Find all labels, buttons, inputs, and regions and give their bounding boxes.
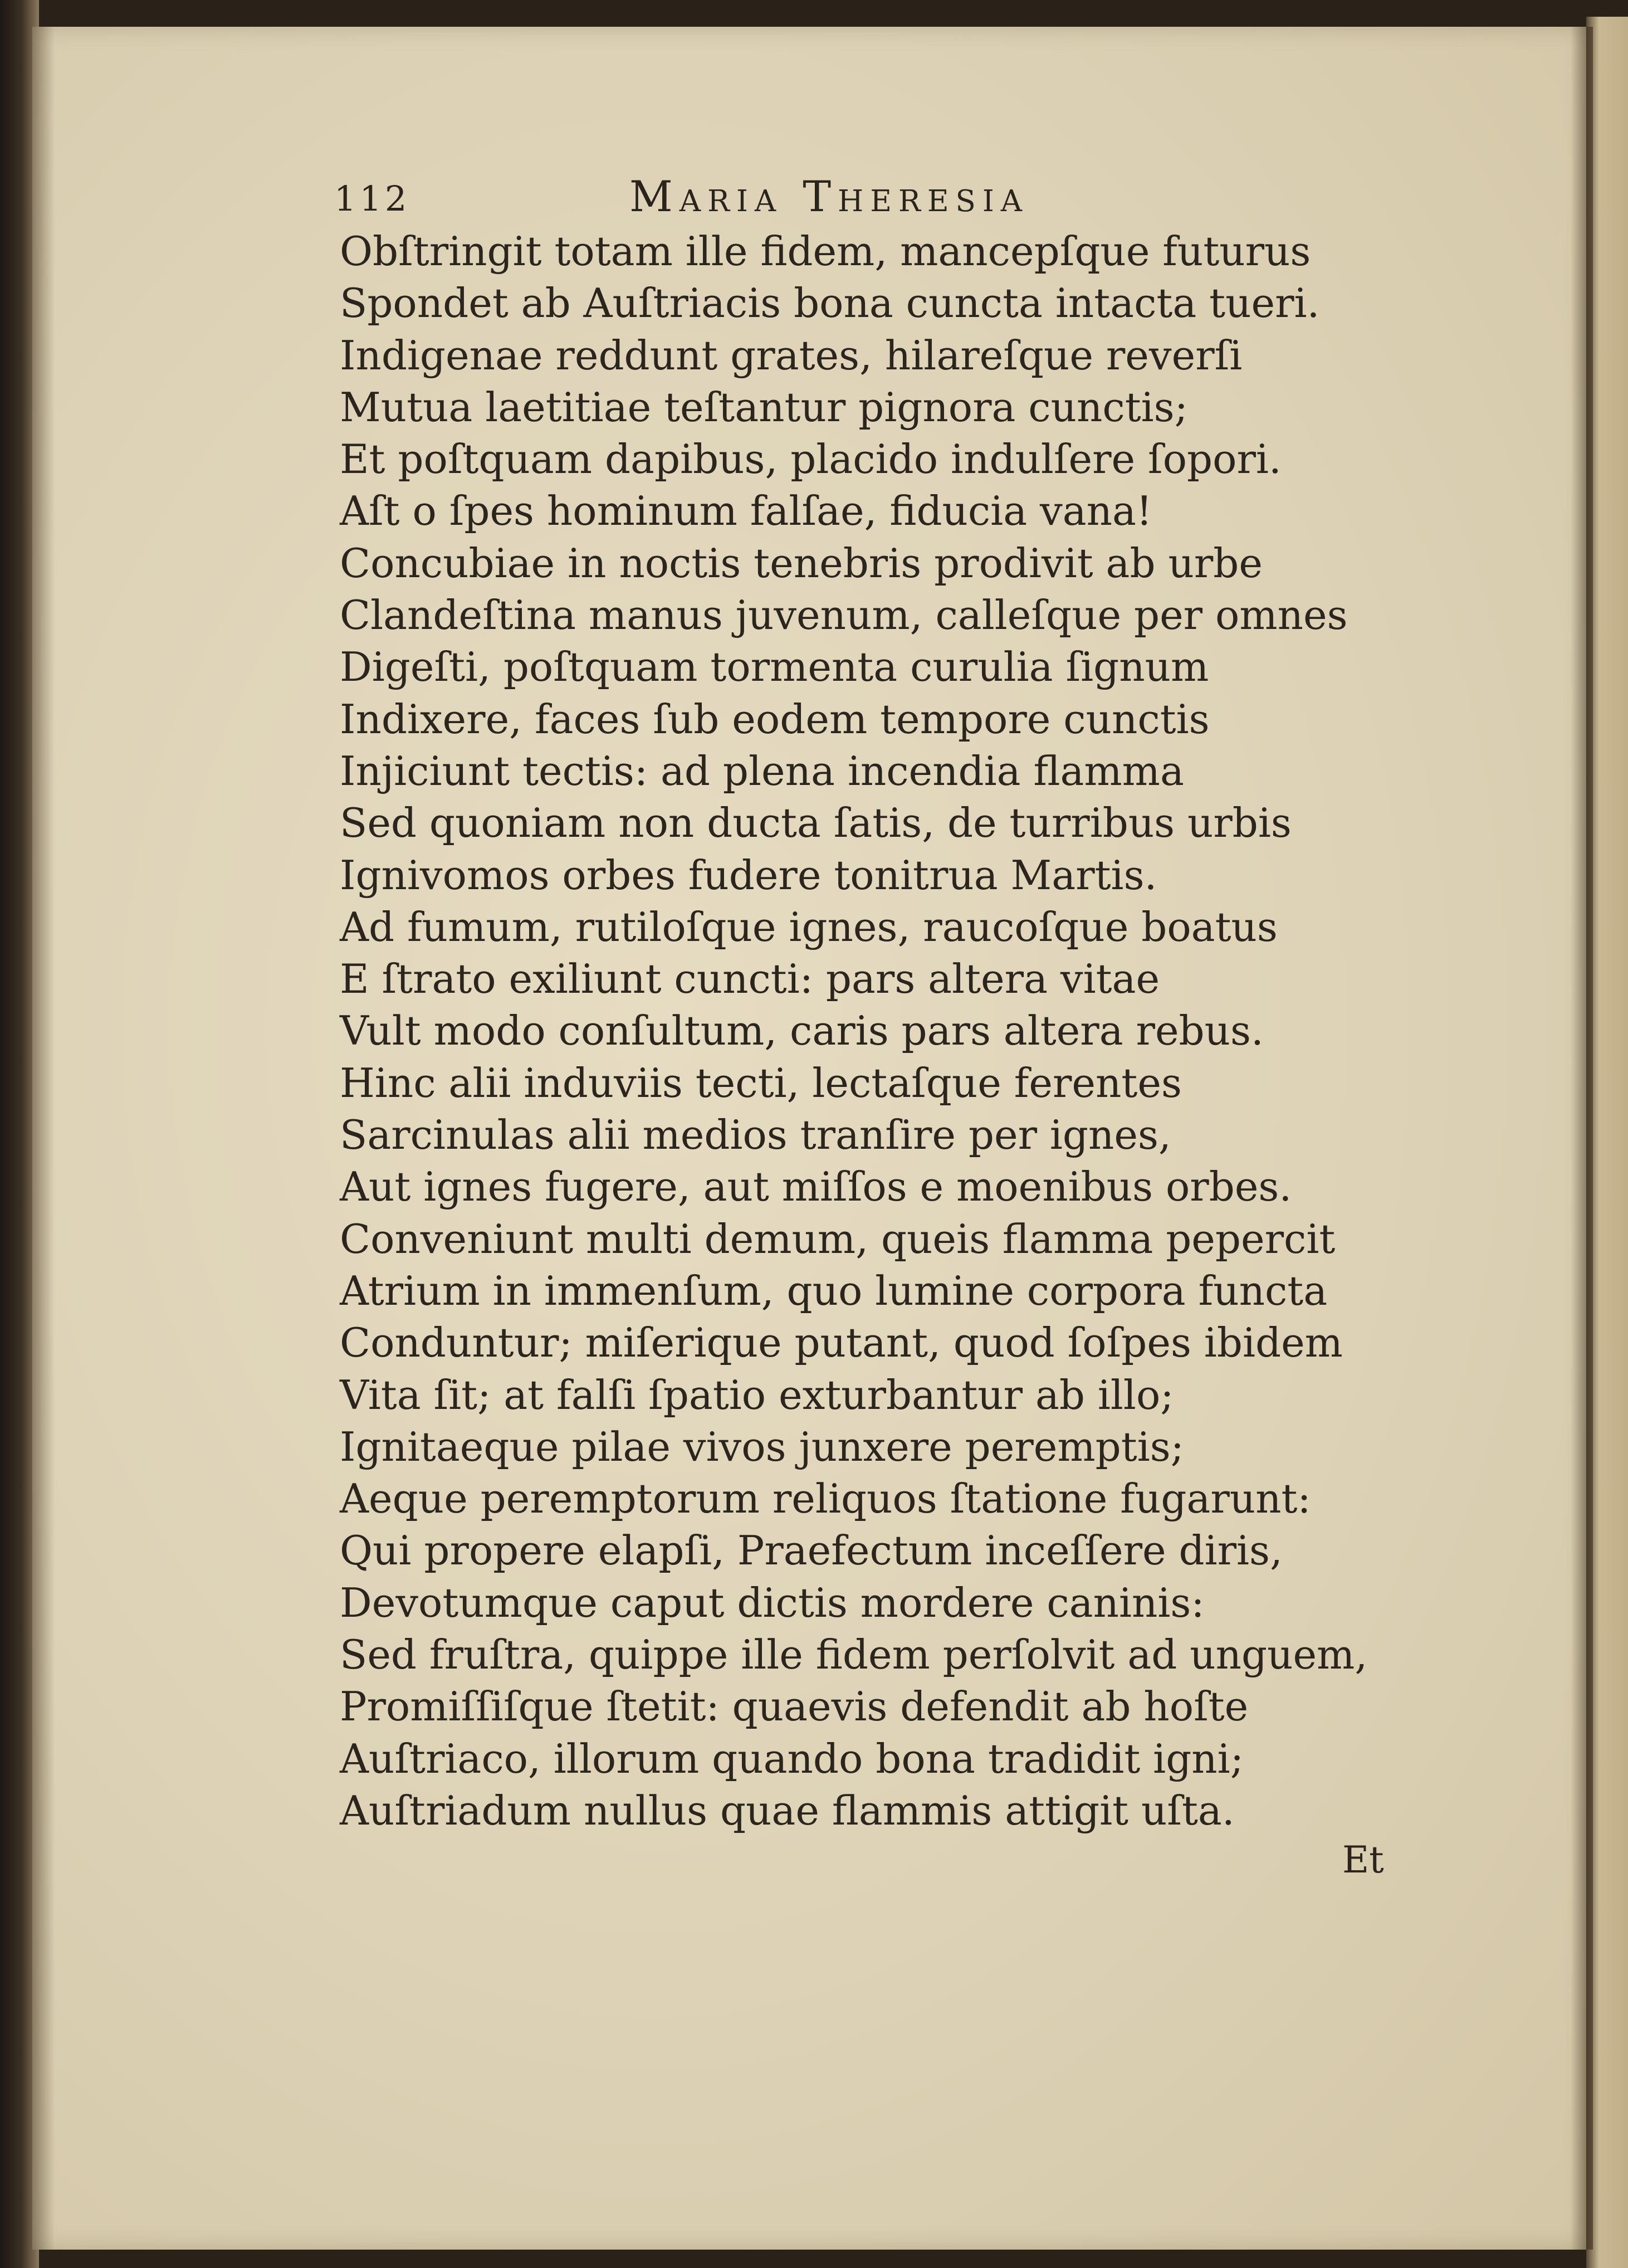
verse-line: Auſtriaco, illorum quando bona tradidit igni; bbox=[340, 1735, 1244, 1782]
verse-line: Indixere, faces ſub eodem tempore cunctis bbox=[340, 695, 1210, 743]
verse-line: Indigenae reddunt grates, hilareſque reverſi bbox=[340, 331, 1243, 379]
verse-line: Conduntur; miſerique putant, quod ſoſpes ibidem bbox=[340, 1319, 1343, 1367]
verse-line: Qui propere elapſi, Praefectum inceſſere diris, bbox=[340, 1527, 1283, 1574]
verse-line: Hinc alii induviis tecti, lectaſque ferentes bbox=[340, 1059, 1182, 1106]
verse-line: Sarcinulas alii medios tranſire per ignes, bbox=[340, 1111, 1171, 1159]
running-head: Maria Theresia bbox=[629, 172, 1029, 221]
verse-line: Conveniunt multi demum, queis flamma pepercit bbox=[340, 1215, 1336, 1262]
verse-line: Auſtriadum nullus quae flammis attigit uſta. bbox=[340, 1787, 1235, 1834]
verse-line: Obſtringit totam ille fidem, mancepſque futurus bbox=[340, 228, 1311, 275]
verse-line: Aeque peremptorum reliquos ſtatione fugarunt: bbox=[340, 1475, 1311, 1523]
verse-line: Aut ignes fugere, aut miſſos e moenibus orbes. bbox=[340, 1163, 1292, 1211]
verse-line: Vita ſit; at falſi ſpatio exturbantur ab illo; bbox=[340, 1371, 1174, 1418]
verse-line: Sed fruſtra, quippe ille fidem perſolvit ad unguem, bbox=[340, 1631, 1368, 1679]
verse-line: Ad fumum, rutiloſque ignes, raucoſque boatus bbox=[340, 903, 1278, 950]
verse-line: Sed quoniam non ducta ſatis, de turribus urbis bbox=[340, 799, 1292, 847]
verse-line: Clandeſtina manus juvenum, calleſque per omnes bbox=[340, 592, 1348, 639]
verse-line: Spondet ab Auſtriacis bona cuncta intacta tueri. bbox=[340, 280, 1320, 327]
verse-line: Aſt o ſpes hominum falſae, fiducia vana! bbox=[340, 487, 1152, 535]
book-gutter bbox=[1571, 27, 1593, 2250]
verse-line: Injiciunt tectis: ad plena incendia flamma bbox=[340, 747, 1184, 794]
catchword: Et bbox=[1342, 1838, 1384, 1881]
verse-line: Vult modo conſultum, caris pars altera rebus. bbox=[340, 1007, 1264, 1055]
verse-line: Promiſſiſque ſtetit: quaevis defendit ab hoſte bbox=[340, 1683, 1249, 1730]
verse-line: Atrium in immenſum, quo lumine corpora functa bbox=[340, 1267, 1328, 1314]
verse-line: E ſtrato exiliunt cuncti: pars altera vitae bbox=[340, 955, 1160, 1003]
verse-line: Et poſtquam dapibus, placido indulſere ſopori. bbox=[340, 436, 1282, 483]
verse-line: Digeſti, poſtquam tormenta curulia ſignum bbox=[340, 643, 1209, 691]
verse-line: Devotumque caput dictis mordere caninis: bbox=[340, 1579, 1205, 1626]
verse-text bbox=[340, 226, 1426, 1837]
page-header bbox=[334, 167, 1197, 234]
verse-line: Ignitaeque pilae vivos junxere peremptis; bbox=[340, 1423, 1184, 1470]
page-number: 112 bbox=[334, 178, 410, 219]
verse-line: Concubiae in noctis tenebris prodivit ab urbe bbox=[340, 539, 1263, 587]
verse-line: Mutua laetitiae teſtantur pignora cunctis; bbox=[340, 383, 1188, 431]
page-shadow bbox=[32, 27, 55, 2250]
verse-line: Ignivomos orbes fudere tonitrua Martis. bbox=[340, 851, 1157, 899]
